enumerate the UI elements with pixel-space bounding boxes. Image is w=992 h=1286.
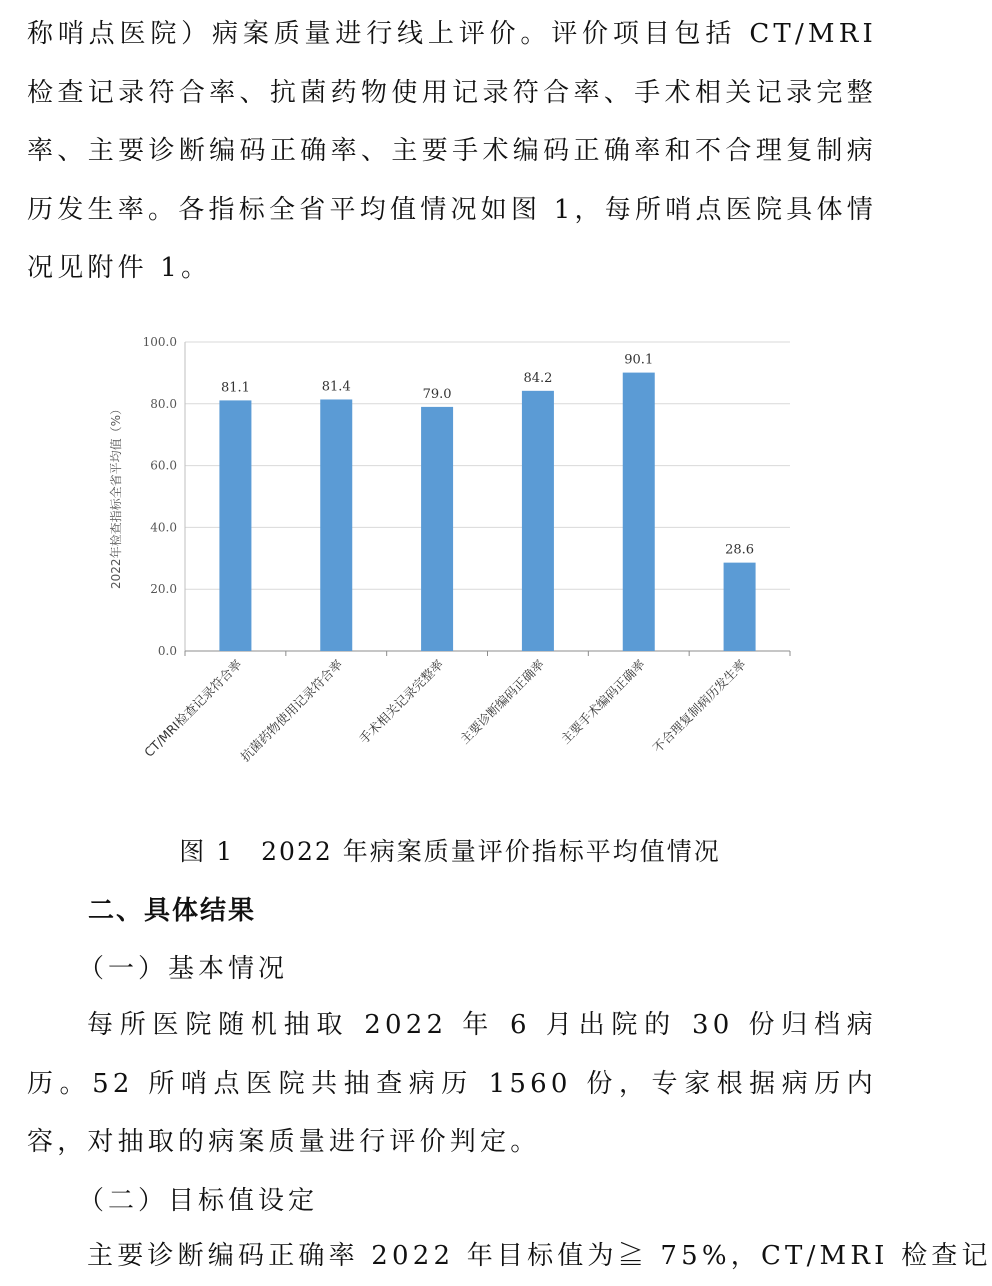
chart-bars <box>219 370 755 651</box>
chart-y-axis-label: 2022年检查指标全省平均值（%） <box>109 403 123 589</box>
y-tick-label: 80.0 <box>150 396 177 411</box>
basic-situation-paragraph: 每所医院随机抽取 2022 年 6 月出院的 30 份归档病历。52 所哨点医院共抽查病历 1560 份，专家根据病历内容，对抽取的病案质量进行评价判定。 <box>27 1010 877 1157</box>
y-tick-label: 20.0 <box>150 582 177 597</box>
x-category-label: 不合理复制病历发生率 <box>649 656 749 756</box>
y-tick-label: 60.0 <box>150 458 177 473</box>
subsection-basic-situation: （一）基本情况 <box>78 954 289 984</box>
y-tick-label: 40.0 <box>150 520 177 535</box>
y-tick-label: 0.0 <box>157 644 177 658</box>
figure-caption: 图 1 2022 年病案质量评价指标平均值情况 <box>179 837 721 866</box>
bar-chart <box>95 325 815 825</box>
subsection-target-setting: （二）目标值设定 <box>78 1186 319 1216</box>
x-category-label: 主要手术编码正确率 <box>557 656 648 747</box>
intro-paragraph: 称哨点医院）病案质量进行线上评价。评价项目包括 CT/MRI 检查记录符合率、抗菌药物使用记录符合率、手术相关记录完整率、主要诊断编码正确率、主要手术编码正确率和不合理复制病历发生率。各指标全省平均值情况如图 1，每所哨点医院具体情况见附件 1。 <box>27 19 877 283</box>
x-category-label: 主要诊断编码正确率 <box>456 656 548 747</box>
bar <box>623 373 655 651</box>
bar <box>320 399 352 651</box>
x-category-label: 抗菌药物使用记录符合率 <box>237 656 346 765</box>
bar-value-label: 81.4 <box>321 379 351 395</box>
bar-value-label: 90.1 <box>624 352 654 368</box>
bar-value-label: 28.6 <box>725 542 755 558</box>
y-tick-label: 100.0 <box>142 335 177 349</box>
x-category-label: CT/MRI检查记录符合率 <box>141 656 245 760</box>
x-category-label: 手术相关记录完整率 <box>356 656 447 747</box>
bar-value-label: 79.0 <box>422 386 452 402</box>
chart-gridlines <box>185 342 790 589</box>
bar-value-label: 84.2 <box>523 370 553 386</box>
chart-axes <box>185 342 790 656</box>
bar <box>724 563 756 651</box>
target-setting-paragraph: 主要诊断编码正确率 2022 年目标值为≧ 75%，CT/MRI 检查记 <box>87 1241 992 1271</box>
bar <box>219 400 251 651</box>
bar <box>421 407 453 651</box>
bar-value-label: 81.1 <box>220 380 250 396</box>
section-heading: 二、具体结果 <box>88 896 257 926</box>
bar <box>522 391 554 651</box>
